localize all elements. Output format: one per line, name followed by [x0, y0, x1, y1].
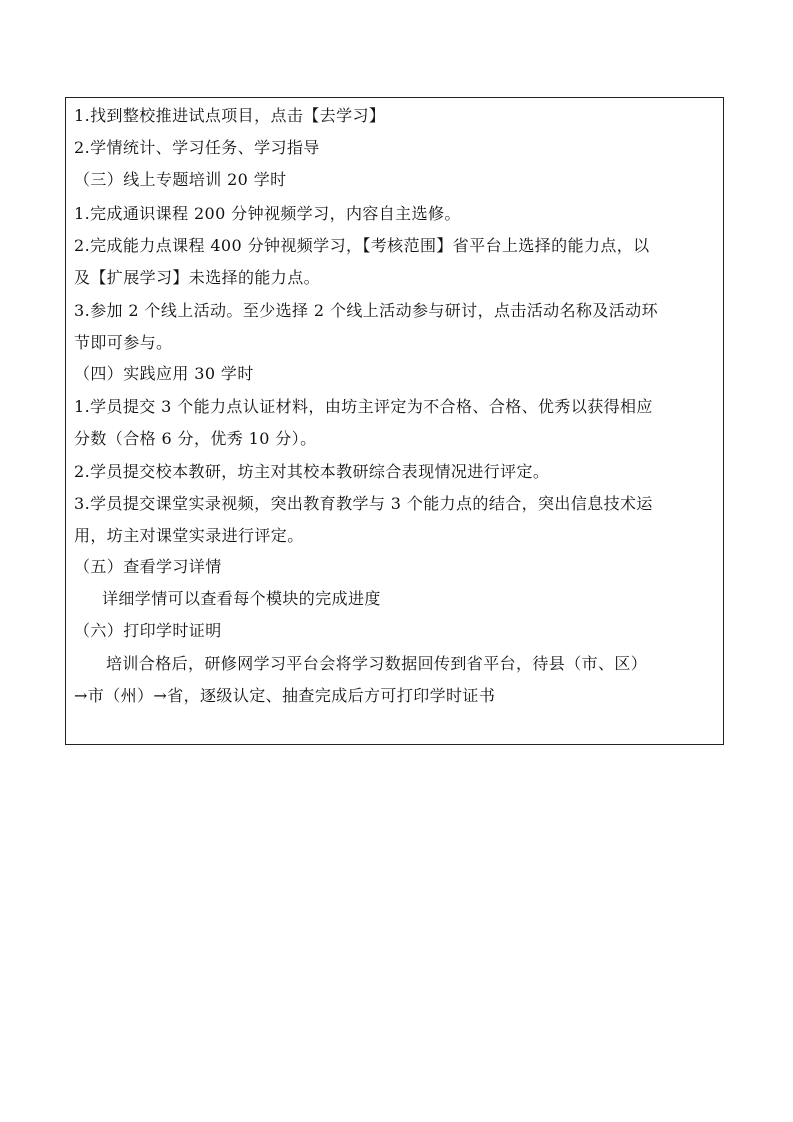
document-table-cell: [65, 97, 724, 745]
text-line: 及【扩展学习】未选择的能力点。: [74, 268, 321, 287]
text-line: 2.学情统计、学习任务、学习指导: [74, 138, 320, 157]
section-heading-online-training: （三）线上专题培训 20 学时: [74, 170, 287, 189]
text-line: 详细学情可以查看每个模块的完成进度: [102, 589, 381, 608]
text-line: 2.学员提交校本教研，坊主对其校本教研综合表现情况进行评定。: [74, 462, 550, 481]
text-line: 分数（合格 6 分，优秀 10 分）。: [74, 429, 317, 448]
text-line: 2.完成能力点课程 400 分钟视频学习，【考核范围】省平台上选择的能力点，以: [74, 236, 650, 255]
section-heading-practice: （四）实践应用 30 学时: [74, 364, 254, 383]
text-line: 用，坊主对课堂实录进行评定。: [74, 526, 304, 545]
text-line: →市（州）→省，逐级认定、抽查完成后方可打印学时证书: [74, 686, 496, 705]
text-line: 1.找到整校推进试点项目，点击【去学习】: [74, 106, 386, 125]
text-line: 培训合格后，研修网学习平台会将学习数据回传到省平台，待县（市、区）: [106, 654, 648, 673]
text-line: 1.学员提交 3 个能力点认证材料，由坊主评定为不合格、合格、优秀以获得相应: [74, 397, 653, 416]
text-line: 1.完成通识课程 200 分钟视频学习，内容自主选修。: [74, 204, 461, 223]
text-line: 节即可参与。: [74, 333, 173, 352]
section-heading-learning-details: （五）查看学习详情: [74, 557, 222, 576]
text-line: 3.学员提交课堂实录视频，突出教育教学与 3 个能力点的结合，突出信息技术运: [74, 494, 653, 513]
text-line: 3.参加 2 个线上活动。至少选择 2 个线上活动参与研讨，点击活动名称及活动环: [74, 301, 658, 320]
section-heading-print-certificate: （六）打印学时证明: [74, 621, 222, 640]
